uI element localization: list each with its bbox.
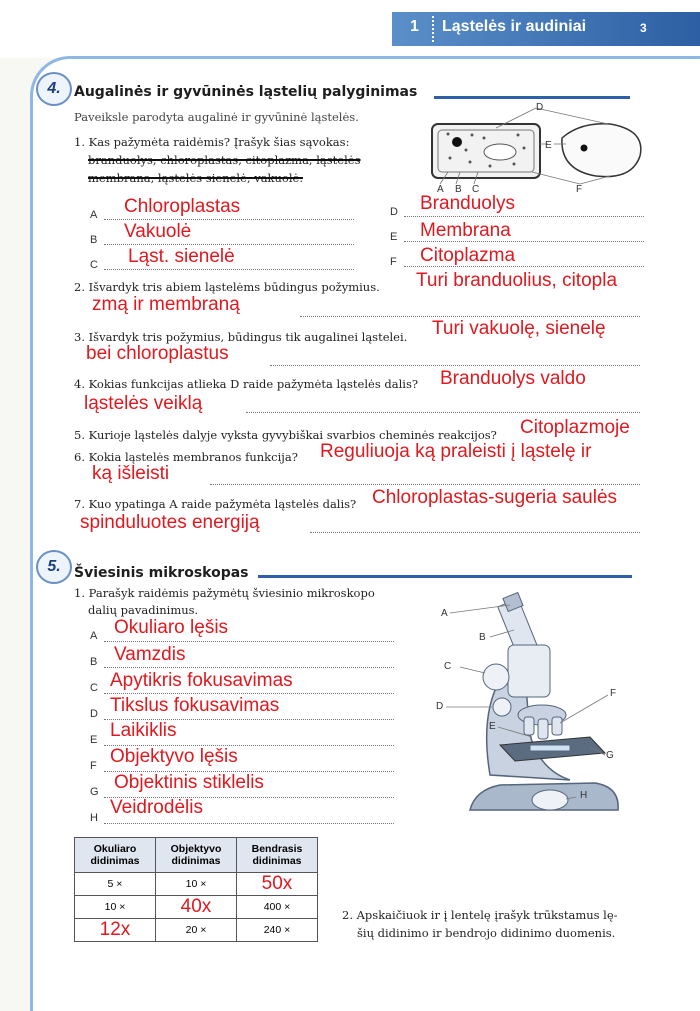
cell-label-d: D: [536, 102, 544, 113]
animal-cell: [562, 124, 641, 177]
section4-title: Augalinės ir gyvūninės ląstelių palyginimas: [74, 84, 418, 100]
q4-1-answer-b: Vakuolė: [124, 221, 192, 242]
q4-1-answer-a: Chloroplastas: [124, 196, 241, 217]
table-header-total: Bendrasis didinimas: [237, 838, 318, 873]
q5-1-answer-d: Tikslus fokusavimas: [110, 695, 280, 716]
q4-1-question: 1. Kas pažymėta raidėmis? Įrašyk šias sąvokas:: [74, 135, 350, 149]
q4-1-answer-d: Branduolys: [420, 193, 516, 214]
q4-1-answer-e: Membrana: [420, 220, 511, 241]
q4-1-terms-line2: membrana, ląstelės sienelė, vakuolė.: [88, 171, 303, 185]
q5-1-question-line2: dalių pavadinimus.: [88, 603, 199, 617]
microscope-label-a: A: [441, 608, 448, 619]
table-cell[interactable]: [237, 873, 318, 896]
q5-1-question-line1: 1. Parašyk raidėmis pažymėtų šviesinio mikroskopo: [74, 586, 375, 600]
q4-4-answer-line2: ląstelės veiklą: [84, 393, 203, 414]
q5-1-answer-c: Apytikris fokusavimas: [110, 670, 293, 691]
q4-1-letter-b: B: [90, 234, 98, 246]
q5-2-line2: šių didinimo ir bendrojo didinimo duomenis.: [357, 926, 616, 940]
section4-title-rule: [434, 96, 630, 99]
q5-1-letter-h: H: [90, 812, 98, 824]
table-cell-answer: 50x: [261, 873, 293, 894]
table-cell: 240 ×: [237, 919, 318, 942]
microscope-slide: [530, 745, 570, 751]
q4-3-answer-line2: bei chloroplastus: [86, 343, 229, 364]
section5-title: Šviesinis mikroskopas: [74, 565, 249, 581]
q4-7-answer-line2: spinduluotes energiją: [80, 512, 260, 533]
chapter-number: 1: [410, 18, 419, 35]
header-separator: [432, 16, 434, 42]
cells-diagram: [420, 100, 660, 192]
magnification-table: [74, 837, 318, 942]
cell-label-c: C: [472, 184, 480, 195]
table-cell: 5 ×: [75, 873, 156, 896]
vacuole-shape: [484, 144, 516, 160]
table-row: [75, 919, 318, 942]
microscope-illustration: [430, 585, 640, 830]
q5-1-answer-a: Okuliaro lęšis: [114, 617, 229, 638]
q4-2-answer-line2: zmą ir membraną: [92, 294, 240, 315]
q5-1-letter-f: F: [90, 760, 97, 772]
q5-1-letter-a: A: [90, 630, 98, 642]
microscope-label-b: B: [479, 632, 486, 643]
table-cell: 10 ×: [156, 873, 237, 896]
q4-5-question: 5. Kurioje ląstelės dalyje vyksta gyvybiškai svarbios cheminės reakcijos?: [74, 428, 497, 442]
q5-1-letter-b: B: [90, 656, 98, 668]
microscope-label-g: G: [606, 750, 614, 761]
q5-1-answer-f: Objektyvo lęšis: [110, 746, 238, 767]
q4-1-answer-c: Ląst. sienelė: [128, 246, 235, 267]
page-number: 3: [640, 21, 647, 35]
q4-1-letter-e: E: [390, 231, 398, 243]
microscope-label-h: H: [580, 790, 588, 801]
q4-7-question: 7. Kuo ypatinga A raide pažymėta ląstelės dalis?: [74, 497, 357, 511]
q5-1-answer-h: Veidrodėlis: [110, 797, 203, 818]
section4-intro: Paveiksle parodyta augalinė ir gyvūninė ląstelės.: [74, 110, 359, 124]
table-cell[interactable]: [156, 896, 237, 919]
q5-1-letter-c: C: [90, 682, 98, 694]
table-row: [75, 896, 318, 919]
q5-1-answer-b: Vamzdis: [114, 644, 186, 665]
q5-2-line1: 2. Apskaičiuok ir į lentelę įrašyk trūkstamus lę-: [342, 908, 618, 922]
q4-1-letter-c: C: [90, 259, 98, 271]
section5-number: 5.: [36, 550, 72, 584]
table-cell: 10 ×: [75, 896, 156, 919]
microscope-body: [508, 645, 550, 697]
coarse-focus-knob: [483, 664, 509, 690]
table-cell[interactable]: [75, 919, 156, 942]
fine-focus-knob: [493, 698, 511, 716]
q4-1-answer-f: Citoplazma: [420, 245, 516, 266]
q4-1-letter-a: A: [90, 209, 98, 221]
microscope-label-e: E: [489, 721, 496, 732]
microscope-label-d: D: [436, 701, 444, 712]
q5-1-letter-g: G: [90, 786, 99, 798]
q4-4-question: 4. Kokias funkcijas atlieka D raide pažymėta ląstelės dalis?: [74, 377, 419, 391]
q4-7-answer-line1: Chloroplastas-sugeria saulės: [372, 487, 618, 508]
table-row: [75, 873, 318, 896]
plant-nucleus: [452, 137, 462, 147]
q4-6-answer-line2: ką išleisti: [92, 463, 170, 484]
cell-label-b: B: [455, 184, 462, 195]
table-cell-answer: 12x: [99, 919, 131, 940]
q5-1-letter-d: D: [90, 708, 98, 720]
q4-5-answer-line1: Citoplazmoje: [520, 417, 630, 438]
q4-6-answer-line1: Reguliuoja ką praleisti į ląstelę ir: [320, 441, 592, 462]
q5-1-answer-g: Objektinis stiklelis: [114, 772, 264, 793]
q4-1-terms-line1: branduolys, chloroplastas, citoplazma, ląstelės: [88, 153, 361, 167]
microscope-label-f: F: [610, 688, 617, 699]
q5-1-answer-e: Laikiklis: [110, 720, 177, 741]
q4-1-letter-f: F: [390, 256, 397, 268]
cell-label-a: A: [437, 184, 444, 195]
table-header-objective: Objektyvo didinimas: [156, 838, 237, 873]
q4-1-letter-d: D: [390, 206, 398, 218]
table-cell: 20 ×: [156, 919, 237, 942]
cell-label-e: E: [545, 140, 552, 151]
table-cell-answer: 40x: [180, 896, 212, 917]
q4-6-question: 6. Kokia ląstelės membranos funkcija?: [74, 450, 298, 464]
microscope-mirror: [532, 790, 568, 810]
microscope-label-c: C: [444, 661, 452, 672]
q5-1-letter-e: E: [90, 734, 98, 746]
chapter-title: Ląstelės ir audiniai: [442, 18, 587, 35]
q4-3-answer-line1: Turi vakuolę, sienelę: [432, 318, 606, 339]
q4-2-question: 2. Išvardyk tris abiem ląstelėms būdingus požymius.: [74, 280, 380, 294]
q4-4-answer-line1: Branduolys valdo: [440, 368, 586, 389]
section4-number: 4.: [36, 72, 72, 106]
chapter-header: [392, 12, 700, 46]
q4-3-question: 3. Išvardyk tris požymius, būdingus tik augalinei ląstelei.: [74, 330, 408, 344]
section5-title-rule: [258, 575, 632, 578]
table-cell: 400 ×: [237, 896, 318, 919]
cell-label-f: F: [576, 184, 583, 195]
q4-2-answer-line1: Turi branduolius, citopla: [416, 270, 618, 291]
table-header-eyepiece: Okuliaro didinimas: [75, 838, 156, 873]
animal-nucleus: [581, 145, 588, 152]
